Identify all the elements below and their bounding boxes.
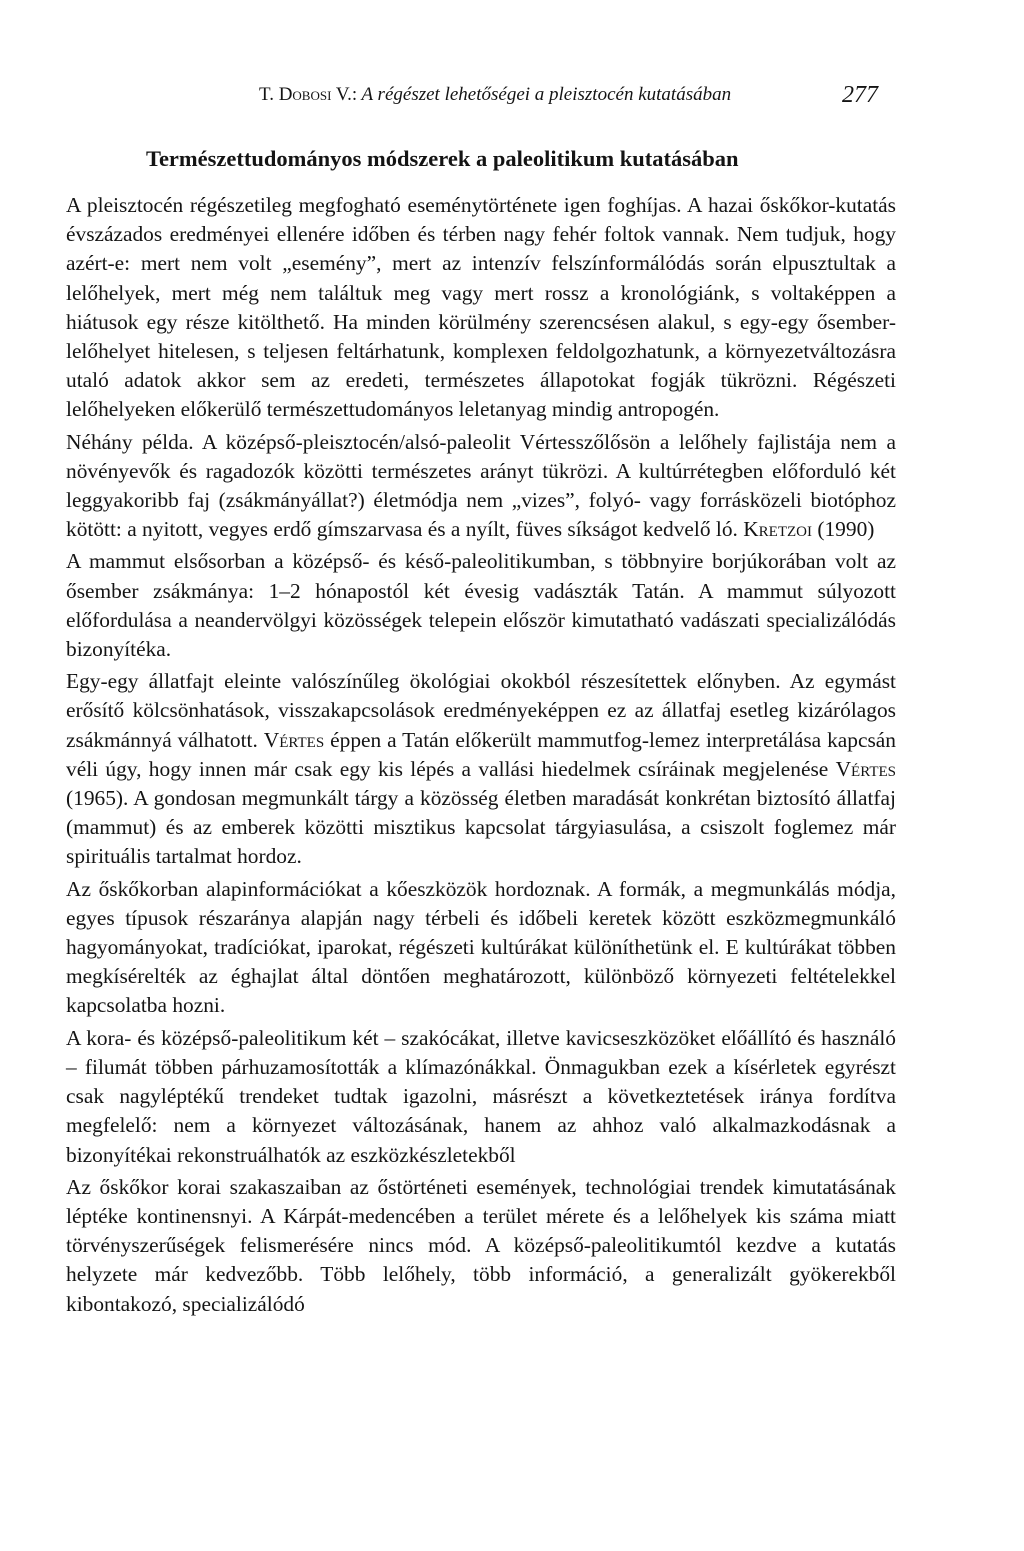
body-paragraph xyxy=(66,191,896,425)
body-paragraph xyxy=(66,428,896,545)
paragraph-text: Egy-egy állatfajt eleinte valószínűleg ökológiai okokból részesítettek előnyben. Az egymást erősítő kölcsönhatások, visszakapcsolások eredményeképpen ez az állatfaj esetleg kizárólagos zsákmánnyá válhatott. xyxy=(66,669,896,752)
header-title: A régészet lehetőségei a pleisztocén kutatásában xyxy=(357,84,732,105)
section-heading: Természettudományos módszerek a paleolitikum kutatásában xyxy=(146,146,739,171)
running-title xyxy=(259,84,731,106)
body-paragraph xyxy=(66,1024,896,1170)
paragraph-text: Az őskőkor korai szakaszaiban az őstörténeti események, technológiai trendek kimutatásának léptéke kontinensnyi. A Kárpát-medencében a terület mérete és a lelőhelyek kis száma miatt törvényszerűségek felismerésére nincs mód. A középső-paleolitikumtól kezdve a kutatás helyzete már kedvezőbb. Több lelőhely, több információ, a generalizált gyökerekből kibontakozó, specializálódó xyxy=(66,1174,896,1316)
paragraph-text: Az őskőkorban alapinformációkat a kőeszközök hordoznak. A formák, a megmunkálás módja, egyes típusok részaránya alapján nagy térbeli és időbeli keretek között eszközmegmunkáló hagyományokat, tradíciókat, iparokat, régészeti kultúrákat különíthetünk el. E kultúrákat többen megkísérelték az éghajlat által döntően meghatározott, különböző környezeti feltételekkel kapcsolatba hozni. xyxy=(66,876,896,1018)
paragraph-text: A mammut elsősorban a középső- és késő-paleolitikumban, s többnyire borjúkorában volt az ősember zsákmánya: 1–2 hónapostól két évesig vadászták Tatán. A mammut súlyozott előfordulása a neandervölgyi közösségek telepein először kimutatható vadászati specializálódás bizonyítéka. xyxy=(66,549,896,662)
body-paragraph xyxy=(66,1173,896,1319)
cited-author: Vértes xyxy=(263,727,325,752)
cited-author: Kretzoi xyxy=(743,517,813,542)
cited-author: Vértes xyxy=(835,756,896,781)
body-paragraph xyxy=(66,875,896,1021)
paragraph-text: (1990) xyxy=(812,517,875,542)
paragraph-text: (1965). A gondosan megmunkált tárgy a közösség életben maradását konkrétan biztosító állatfaj (mammut) és az emberek közötti misztikus kapcsolat tárgyiasulása, a csiszolt foglemez már spirituális tartalmat hordoz. xyxy=(66,786,896,869)
body-paragraph xyxy=(66,667,896,871)
page-number: 277 xyxy=(842,82,878,108)
header-author: T. Dobosi V.: xyxy=(259,84,358,105)
paragraph-text: éppen a Tatán előkerült mammutfog-lemez interpretálása kapcsán véli úgy, hogy innen már csak egy kis lépés a vallási hiedelmek csíráinak megjelenése xyxy=(66,727,896,781)
paragraph-text: A pleisztocén régészetileg megfogható eseménytörténete igen foghíjas. A hazai őskőkor-kutatás évszázados eredményei ellenére időben és térben nagy fehér foltok vannak. Nem tudjuk, hogy azért-e: mert nem volt „esemény”, mert az intenzív felszínformálódás során elpusztultak a lelőhelyek, mert még nem találtuk meg vagy mert rossz a kronológiánk, s voltaképpen a hiátusok egy része kitölthető. Ha minden körülmény szerencsésen alakul, s egy-egy ősember-lelőhelyet hitelesen, s teljesen feltárhatunk, komplexen feldolgozhatunk, a környezetváltozásra utaló adatok akkor sem az eredeti, természetes állapotokat fogják tükrözni. Régészeti lelőhelyeken előkerülő természettudományos leletanyag mindig antropogén. xyxy=(66,193,896,422)
running-head xyxy=(259,78,896,112)
body-paragraph xyxy=(66,547,896,664)
paragraph-text: A kora- és középső-paleolitikum két – szakócákat, illetve kavicseszközöket előállító és használó – filumát többen párhuzamosították a klímazónákkal. Önmagukban ezek a kísérletek egyrészt csak nagyléptékű trendeket tudtak igazolni, másrészt a következtetések iránya fordítva megfelelő: nem a környezet változásának, hanem az ahhoz való alkalmazkodásnak a bizonyítékai rekonstruálhatók az eszközkészletekből xyxy=(66,1025,896,1167)
paragraph-text: Néhány példa. A középső-pleisztocén/alsó-paleolit Vértesszőlősön a lelőhely fajlistája nem a növényevők és ragadozók közötti természetes arányt tükrözi. A kultúrrétegben előforduló két leggyakoribb faj (zsákmányállat?) életmódja nem „vizes”, folyó- vagy forrásközeli biotóphoz kötött: a nyitott, vegyes erdő gímszarvasa és a nyílt, füves síkságot kedvelő ló. xyxy=(66,429,896,542)
body-text xyxy=(66,191,896,1319)
